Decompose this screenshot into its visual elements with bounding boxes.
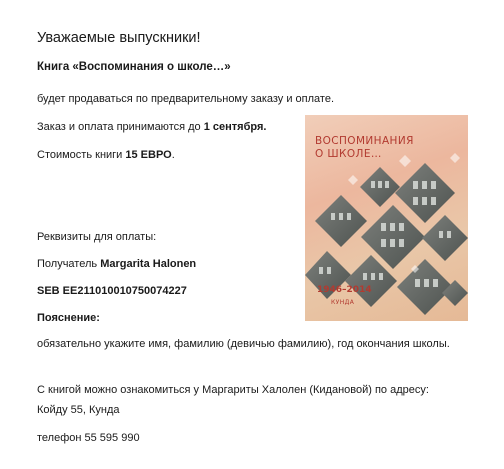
recipient-prefix: Получатель: [37, 258, 101, 270]
cover-title-line1: ВОСПОМИНАНИЯ: [315, 135, 414, 147]
price-text: [37, 148, 175, 162]
cover-town: КУНДА: [331, 299, 355, 306]
deadline-date: 1 сентября.: [203, 121, 267, 133]
bank-account: SEB EE211010010750074227: [37, 285, 187, 297]
recipient-text: [37, 257, 196, 271]
note-heading: Пояснение:: [37, 312, 100, 324]
cover-title-line2: О ШКОЛЕ…: [315, 148, 382, 160]
deadline-prefix: Заказ и оплата принимаются до: [37, 121, 204, 133]
price-value: 15 ЕВРО: [125, 149, 172, 161]
deadline-text: [37, 120, 266, 134]
book-title: Книга «Воспоминания о школе…»: [37, 61, 231, 73]
contact-text: С книгой можно ознакомиться у Маргариты Халолен (Кидановой) по адресу: Койду 55, Кунда: [37, 384, 429, 416]
cover-title: [315, 135, 414, 161]
note-text: обязательно укажите имя, фамилию (девичью фамилию), год окончания школы.: [37, 338, 450, 350]
payment-heading: Реквизиты для оплаты:: [37, 231, 157, 243]
cover-years: 1946–2014: [317, 285, 372, 295]
recipient-name: Margarita Halonen: [100, 258, 197, 270]
price-suffix: .: [171, 149, 175, 161]
greeting-heading: Уважаемые выпускники!: [37, 30, 201, 46]
phone-text: телефон 55 595 990: [37, 432, 140, 444]
preorder-text: будет продаваться по предварительному заказу и оплате.: [37, 93, 335, 105]
price-prefix: Стоимость книги: [37, 149, 126, 161]
book-cover-image: [305, 115, 468, 321]
